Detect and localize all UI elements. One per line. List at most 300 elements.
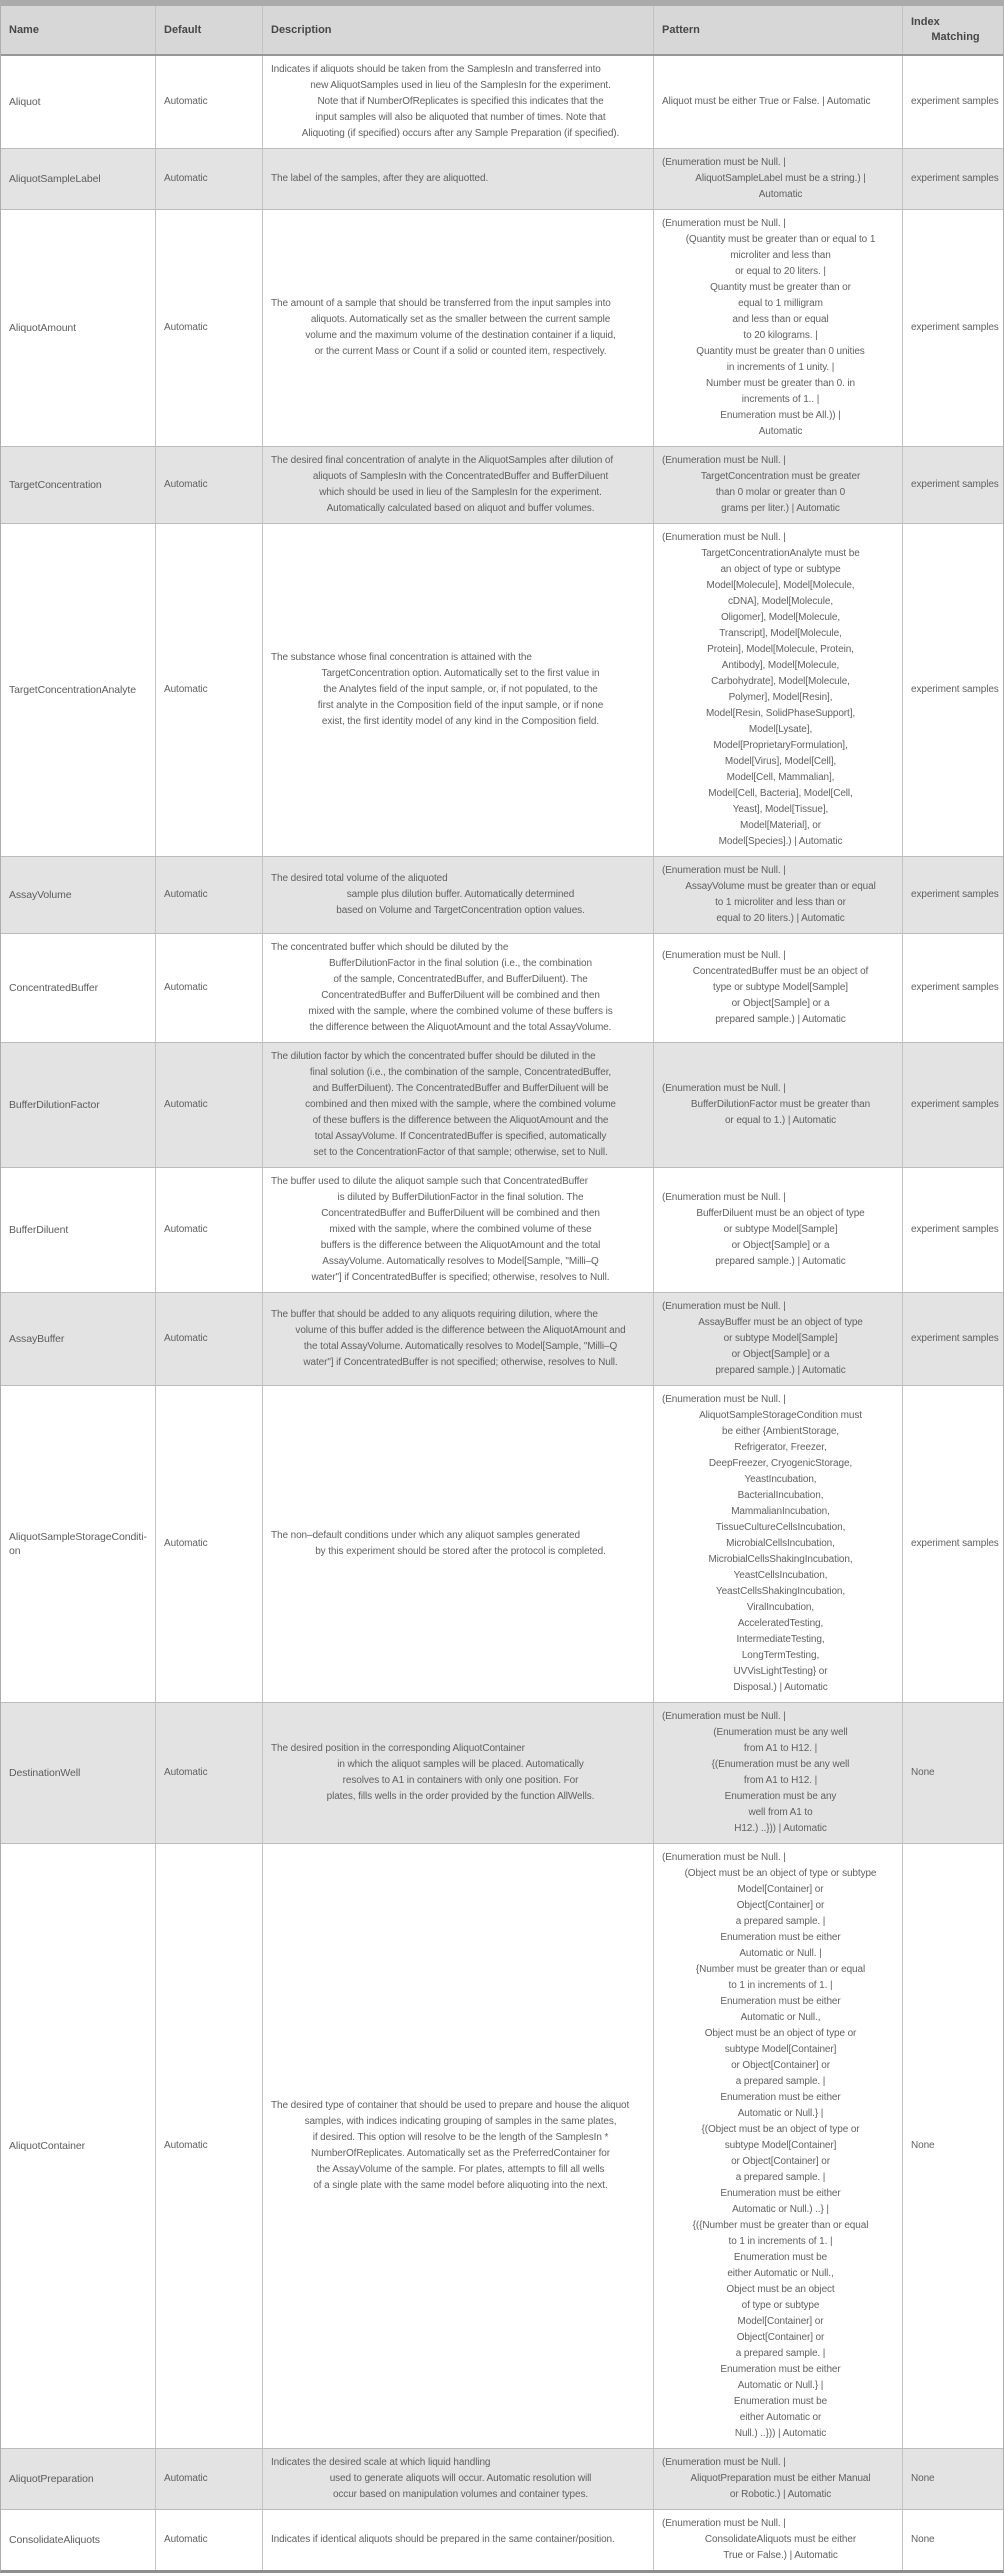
description-line: final solution (i.e., the combination of the sample, ConcentratedBuffer,: [309, 1067, 612, 1078]
cell-option-name: [1, 1844, 155, 2448]
option-name: TargetConcentration: [9, 479, 102, 491]
cell-pattern: [653, 1844, 902, 2448]
option-name: TargetConcentrationAnalyte: [9, 684, 136, 696]
option-name: DestinationWell: [9, 1767, 81, 1779]
pattern-line: Number must be greater than 0. in: [705, 378, 855, 389]
pattern-line: AliquotSampleStorageCondition must: [699, 1410, 862, 1421]
cell-index-matching: [902, 857, 1003, 933]
pattern-line: either Automatic or: [739, 2412, 822, 2423]
pattern-line: Object[Container] or: [736, 1900, 825, 1911]
pattern-line: a prepared sample. |: [735, 2348, 826, 2359]
index-matching-value: experiment samples: [911, 1538, 999, 1549]
pattern-line: (Enumeration must be Null. |: [662, 2518, 786, 2529]
pattern-line: UVVisLightTesting} or: [733, 1666, 828, 1677]
description-line: Aliquoting (if specified) occurs after any Sample Preparation (if specified).: [301, 128, 620, 139]
pattern-line: from A1 to H12. |: [743, 1743, 818, 1754]
pattern-line: AliquotPreparation must be either Manual: [690, 2473, 871, 2484]
pattern-line: (Enumeration must be Null. |: [662, 455, 786, 466]
pattern-line: (Enumeration must be Null. |: [662, 1192, 786, 1203]
cell-default-value: [155, 934, 262, 1042]
column-header-index: [902, 6, 1003, 54]
description-line: volume of this buffer added is the difference between the AliquotAmount and: [295, 1325, 626, 1336]
cell-index-matching: [902, 1386, 1003, 1702]
description-line: resolves to A1 in containers with only one position. For: [342, 1775, 579, 1786]
pattern-line: to 20 kilograms. |: [743, 330, 818, 341]
pattern-line: (Enumeration must be any well: [713, 1727, 848, 1738]
index-matching-value: experiment samples: [911, 322, 999, 333]
description-line: based on Volume and TargetConcentration option values.: [336, 905, 585, 916]
pattern-line: AssayVolume must be greater than or equal: [685, 881, 876, 892]
default-value: Automatic: [164, 1224, 208, 1235]
description-line: of the sample, ConcentratedBuffer, and BufferDiluent). The: [333, 974, 588, 985]
default-value: Automatic: [164, 982, 208, 993]
pattern-line: Model[Species].) | Automatic: [718, 836, 843, 847]
pattern-line: Enumeration must be either: [720, 2188, 841, 2199]
description-line: the Analytes field of the input sample, or, if not populated, to the: [323, 684, 598, 695]
pattern-line: {Number must be greater than or equal: [695, 1964, 866, 1975]
description-line: AssayVolume. Automatically resolves to Model[Sample, "Milli–Q: [322, 1256, 599, 1267]
pattern-line: AssayBuffer must be an object of type: [698, 1317, 863, 1328]
cell-index-matching: [902, 1703, 1003, 1843]
pattern-line: (Enumeration must be Null. |: [662, 2457, 786, 2468]
pattern-line: Yeast], Model[Tissue],: [732, 804, 829, 815]
pattern-line: Quantity must be greater than or: [710, 282, 851, 293]
cell-description: [262, 1293, 653, 1385]
pattern-line: BufferDilutionFactor must be greater than: [690, 1099, 871, 1110]
cell-index-matching: [902, 1844, 1003, 2448]
description-line: Note that if NumberOfReplicates is specified this indicates that the: [317, 96, 604, 107]
index-matching-value: experiment samples: [911, 1099, 999, 1110]
pattern-line: or subtype Model[Sample]: [723, 1333, 838, 1344]
pattern-line: ViralIncubation,: [746, 1602, 815, 1613]
column-header-pattern: [653, 6, 902, 54]
cell-description: [262, 447, 653, 523]
pattern-line: type or subtype Model[Sample]: [713, 982, 848, 993]
cell-option-name: [1, 1043, 155, 1167]
pattern-line: Enumeration must be All.)) |: [720, 410, 841, 421]
table-row-targetconcentration: [1, 446, 1003, 523]
pattern-line: or equal to 20 liters. |: [735, 266, 826, 277]
pattern-line: Model[Resin, SolidPhaseSupport],: [705, 708, 856, 719]
cell-default-value: [155, 56, 262, 148]
pattern-line: Model[Cell, Bacteria], Model[Cell,: [708, 788, 853, 799]
pattern-line: H12.) ..})) | Automatic: [734, 1823, 827, 1834]
pattern-line: from A1 to H12. |: [743, 1775, 818, 1786]
pattern-line: Antibody], Model[Molecule,: [721, 660, 840, 671]
description-line: The amount of a sample that should be transferred from the input samples into: [271, 298, 611, 309]
description-line: samples, with indices indicating grouping of samples in the same plates,: [304, 2116, 617, 2127]
default-value: Automatic: [164, 2140, 208, 2151]
cell-default-value: [155, 2510, 262, 2570]
cell-pattern: [653, 210, 902, 446]
column-header-label: Description: [271, 23, 332, 36]
pattern-line: Polymer], Model[Resin],: [728, 692, 833, 703]
table-row-bufferdilutionfactor: [1, 1042, 1003, 1167]
column-header-label: Pattern: [662, 23, 700, 36]
pattern-line: {(Object must be an object of type or: [701, 2124, 860, 2135]
description-line: occur based on manipulation volumes and container types.: [332, 2489, 589, 2500]
description-line: The dilution factor by which the concentrated buffer should be diluted in the: [271, 1051, 596, 1062]
pattern-line: be either {AmbientStorage,: [722, 1426, 839, 1437]
cell-option-name: [1, 1386, 155, 1702]
option-name: ConsolidateAliquots: [9, 2534, 100, 2546]
pattern-line: Object must be an object: [726, 2284, 835, 2295]
cell-pattern: [653, 56, 902, 148]
pattern-line: or equal to 1.) | Automatic: [724, 1115, 837, 1126]
option-name: AliquotSampleStorageConditi-: [9, 1531, 147, 1543]
pattern-line: {({Number must be greater than or equal: [692, 2220, 869, 2231]
description-line: buffers is the difference between the AliquotAmount and the total: [320, 1240, 601, 1251]
description-line: combined and then mixed with the sample, where the combined volume: [305, 1099, 616, 1110]
description-line: plates, fills wells in the order provided by the function AllWells.: [326, 1791, 595, 1802]
pattern-line: Model[Molecule], Model[Molecule,: [706, 580, 855, 591]
cell-option-name: [1, 934, 155, 1042]
cell-description: [262, 56, 653, 148]
description-line: total AssayVolume. If ConcentratedBuffer is specified, automatically: [314, 1131, 607, 1142]
pattern-line: prepared sample.) | Automatic: [715, 1365, 846, 1376]
cell-description: [262, 857, 653, 933]
pattern-line: either Automatic or Null.,: [727, 2268, 834, 2279]
index-matching-value: experiment samples: [911, 479, 999, 490]
default-value: Automatic: [164, 322, 208, 333]
description-line: and BufferDiluent). The ConcentratedBuffer and BufferDiluent will be: [312, 1083, 609, 1094]
cell-pattern: [653, 1386, 902, 1702]
pattern-line: Oligomer], Model[Molecule,: [720, 612, 841, 623]
pattern-line: (Enumeration must be Null. |: [662, 218, 786, 229]
description-line: by this experiment should be stored after the protocol is completed.: [315, 1546, 606, 1557]
description-line: set to the ConcentrationFactor of that sample; otherwise, set to Null.: [313, 1147, 608, 1158]
pattern-line: (Enumeration must be Null. |: [662, 1852, 786, 1863]
pattern-line: TargetConcentrationAnalyte must be: [701, 548, 860, 559]
option-name: AssayVolume: [9, 889, 72, 901]
cell-default-value: [155, 1168, 262, 1292]
cell-option-name: [1, 2449, 155, 2509]
cell-description: [262, 1703, 653, 1843]
pattern-line: (Quantity must be greater than or equal to 1: [685, 234, 876, 245]
option-name: ConcentratedBuffer: [9, 982, 99, 994]
pattern-line: YeastCellsShakingIncubation,: [715, 1586, 846, 1597]
description-line: mixed with the sample, where the combined volume of these buffers is: [308, 1006, 613, 1017]
pattern-line: (Object must be an object of type or subtype: [684, 1868, 877, 1879]
cell-pattern: [653, 1293, 902, 1385]
description-line: new AliquotSamples used in lieu of the SamplesIn for the experiment.: [310, 80, 611, 91]
pattern-line: MammalianIncubation,: [731, 1506, 830, 1517]
cell-index-matching: [902, 210, 1003, 446]
pattern-line: Model[Material], or: [740, 820, 821, 831]
pattern-line: BacterialIncubation,: [737, 1490, 824, 1501]
pattern-line: Model[Container] or: [737, 1884, 824, 1895]
pattern-line: TissueCultureCellsIncubation,: [715, 1522, 846, 1533]
pattern-line: or Object[Container] or: [731, 2156, 830, 2167]
pattern-line: subtype Model[Container]: [724, 2044, 837, 2055]
pattern-line: Model[Cell, Mammalian],: [726, 772, 835, 783]
pattern-line: Object must be an object of type or: [704, 2028, 857, 2039]
pattern-line: Enumeration must be either: [720, 1996, 841, 2007]
cell-description: [262, 1043, 653, 1167]
table-row-consolidatealiquots: [1, 2509, 1003, 2570]
cell-pattern: [653, 1043, 902, 1167]
index-matching-value: experiment samples: [911, 1224, 999, 1235]
cell-default-value: [155, 1043, 262, 1167]
pattern-line: in increments of 1 unity. |: [726, 362, 835, 373]
cell-description: [262, 149, 653, 209]
cell-option-name: [1, 1168, 155, 1292]
pattern-line: ConcentratedBuffer must be an object of: [692, 966, 869, 977]
pattern-line: Transcript], Model[Molecule,: [719, 628, 842, 639]
table-header-row: [1, 6, 1003, 56]
cell-default-value: [155, 1293, 262, 1385]
cell-index-matching: [902, 934, 1003, 1042]
cell-pattern: [653, 1168, 902, 1292]
pattern-line: an object of type or subtype: [720, 564, 841, 575]
pattern-line: Carbohydrate], Model[Molecule,: [711, 676, 850, 687]
index-matching-value: None: [911, 2140, 935, 2151]
description-line: aliquots of SamplesIn with the ConcentratedBuffer and BufferDiluent: [312, 471, 609, 482]
pattern-line: to 1 microliter and less than or: [715, 897, 846, 908]
pattern-line: Model[ProprietaryFormulation],: [713, 740, 848, 751]
pattern-line: (Enumeration must be Null. |: [662, 1083, 786, 1094]
cell-index-matching: [902, 1293, 1003, 1385]
cell-index-matching: [902, 2510, 1003, 2570]
description-line: Automatically calculated based on aliquot and buffer volumes.: [326, 503, 595, 514]
pattern-line: of type or subtype: [741, 2300, 820, 2311]
option-name: on: [9, 1545, 21, 1557]
pattern-line: BufferDiluent must be an object of type: [696, 1208, 865, 1219]
description-line: The desired type of container that should be used to prepare and house the aliquot: [271, 2100, 630, 2111]
cell-option-name: [1, 1703, 155, 1843]
index-matching-value: experiment samples: [911, 982, 999, 993]
cell-pattern: [653, 447, 902, 523]
pattern-line: DeepFreezer, CryogenicStorage,: [708, 1458, 853, 1469]
cell-description: [262, 210, 653, 446]
pattern-line: Automatic or Null.,: [740, 2012, 821, 2023]
pattern-line: IntermediateTesting,: [736, 1634, 825, 1645]
cell-option-name: [1, 210, 155, 446]
table-row-assaybuffer: [1, 1292, 1003, 1385]
cell-default-value: [155, 1703, 262, 1843]
pattern-line: AliquotSampleLabel must be a string.) |: [695, 173, 866, 184]
table-row-concentratedbuffer: [1, 933, 1003, 1042]
description-line: if desired. This option will resolve to be the length of the SamplesIn *: [312, 2132, 609, 2143]
pattern-line: (Enumeration must be Null. |: [662, 1711, 786, 1722]
cell-pattern: [653, 2449, 902, 2509]
index-matching-value: experiment samples: [911, 684, 999, 695]
cell-pattern: [653, 1703, 902, 1843]
description-line: The non–default conditions under which any aliquot samples generated: [271, 1530, 580, 1541]
index-matching-value: None: [911, 1767, 935, 1778]
cell-option-name: [1, 857, 155, 933]
pattern-line: (Enumeration must be Null. |: [662, 865, 786, 876]
description-line: The concentrated buffer which should be diluted by the: [271, 942, 509, 953]
pattern-line: or Robotic.) | Automatic: [729, 2489, 832, 2500]
description-line: in which the aliquot samples will be placed. Automatically: [337, 1759, 584, 1770]
pattern-line: Automatic: [758, 189, 803, 200]
description-line: aliquots. Automatically set as the smaller between the current sample: [310, 314, 611, 325]
description-line: the total AssayVolume. Automatically resolves to Model[Sample, "Milli–Q: [303, 1341, 618, 1352]
table-row-bufferdiluent: [1, 1167, 1003, 1292]
default-value: Automatic: [164, 173, 208, 184]
description-line: The buffer that should be added to any aliquots requiring dilution, where the: [271, 1309, 598, 1320]
default-value: Automatic: [164, 479, 208, 490]
index-matching-value: experiment samples: [911, 96, 999, 107]
option-name: AliquotAmount: [9, 322, 76, 334]
cell-default-value: [155, 447, 262, 523]
pattern-line: a prepared sample. |: [735, 2076, 826, 2087]
cell-description: [262, 1168, 653, 1292]
cell-default-value: [155, 2449, 262, 2509]
pattern-line: or subtype Model[Sample]: [723, 1224, 838, 1235]
table-row-assayvolume: [1, 856, 1003, 933]
description-line: BufferDilutionFactor in the final solution (i.e., the combination: [329, 958, 592, 969]
cell-index-matching: [902, 56, 1003, 148]
table-row-aliquotamount: [1, 209, 1003, 446]
column-header-name: [1, 6, 155, 54]
index-matching-value: None: [911, 2534, 935, 2545]
pattern-line: well from A1 to: [748, 1807, 813, 1818]
option-name: AssayBuffer: [9, 1333, 65, 1345]
description-line: which should be used in lieu of the SamplesIn for the experiment.: [319, 487, 602, 498]
index-matching-value: experiment samples: [911, 1333, 999, 1344]
cell-description: [262, 2449, 653, 2509]
pattern-line: a prepared sample. |: [735, 1916, 826, 1927]
pattern-line: grams per liter.) | Automatic: [721, 503, 840, 514]
pattern-line: Enumeration must be either: [720, 1932, 841, 1943]
description-line: first analyte in the Composition field of the input sample, or if none: [317, 700, 604, 711]
description-line: The label of the samples, after they are aliquotted.: [271, 173, 489, 184]
pattern-line: or Object[Sample] or a: [731, 1240, 830, 1251]
pattern-line: increments of 1.. |: [741, 394, 820, 405]
cell-default-value: [155, 857, 262, 933]
pattern-line: prepared sample.) | Automatic: [715, 1256, 846, 1267]
description-line: ConcentratedBuffer and BufferDiluent will be combined and then: [321, 990, 600, 1001]
description-line: sample plus dilution buffer. Automatically determined: [346, 889, 575, 900]
cell-option-name: [1, 56, 155, 148]
pattern-line: (Enumeration must be Null. |: [662, 157, 786, 168]
pattern-line: YeastCellsIncubation,: [733, 1570, 828, 1581]
table-row-aliquotcontainer: [1, 1843, 1003, 2448]
pattern-line: (Enumeration must be Null. |: [662, 950, 786, 961]
description-line: is diluted by BufferDilutionFactor in the final solution. The: [337, 1192, 584, 1203]
default-value: Automatic: [164, 2473, 208, 2484]
cell-option-name: [1, 2510, 155, 2570]
table-row-aliquotsamplelabel: [1, 148, 1003, 209]
table-row-destinationwell: [1, 1702, 1003, 1843]
pattern-line: Enumeration must be either: [720, 2364, 841, 2375]
pattern-line: Automatic or Null.} |: [737, 2108, 824, 2119]
pattern-line: to 1 in increments of 1. |: [728, 1980, 833, 1991]
pattern-line: LongTermTesting,: [741, 1650, 820, 1661]
option-name: AliquotContainer: [9, 2140, 86, 2152]
pattern-line: Automatic: [758, 426, 803, 437]
pattern-line: Object[Container] or: [736, 2332, 825, 2343]
column-header-default: [155, 6, 262, 54]
pattern-line: TargetConcentration must be greater: [700, 471, 861, 482]
table-row-aliquotsamplestorageconditi-on: [1, 1385, 1003, 1702]
option-name: BufferDilutionFactor: [9, 1099, 100, 1111]
pattern-line: Aliquot must be either True or False. | Automatic: [662, 96, 871, 107]
description-line: used to generate aliquots will occur. Automatic resolution will: [329, 2473, 592, 2484]
pattern-line: AcceleratedTesting,: [737, 1618, 824, 1629]
pattern-line: Quantity must be greater than 0 unities: [696, 346, 865, 357]
description-line: water"] if ConcentratedBuffer is not specified; otherwise, resolves to Null.: [303, 1357, 618, 1368]
cell-index-matching: [902, 1043, 1003, 1167]
pattern-line: Refrigerator, Freezer,: [734, 1442, 827, 1453]
pattern-line: or Object[Container] or: [731, 2060, 830, 2071]
cell-description: [262, 934, 653, 1042]
index-matching-value: experiment samples: [911, 173, 999, 184]
cell-option-name: [1, 1293, 155, 1385]
default-value: Automatic: [164, 1099, 208, 1110]
cell-pattern: [653, 149, 902, 209]
cell-pattern: [653, 934, 902, 1042]
pattern-line: True or False.) | Automatic: [723, 2550, 838, 2561]
description-line: Indicates if aliquots should be taken from the SamplesIn and transferred into: [271, 64, 601, 75]
pattern-line: Model[Container] or: [737, 2316, 824, 2327]
table-row-aliquot: [1, 56, 1003, 148]
cell-index-matching: [902, 447, 1003, 523]
description-line: The buffer used to dilute the aliquot sample such that ConcentratedBuffer: [271, 1176, 588, 1187]
column-header-description: [262, 6, 653, 54]
pattern-line: MicrobialCellsShakingIncubation,: [708, 1554, 853, 1565]
option-name: BufferDiluent: [9, 1224, 69, 1236]
pattern-line: Enumeration must be either: [720, 2092, 841, 2103]
description-line: Indicates the desired scale at which liquid handling: [271, 2457, 491, 2468]
default-value: Automatic: [164, 684, 208, 695]
description-line: NumberOfReplicates. Automatically set as the PreferredContainer for: [311, 2148, 610, 2159]
cell-index-matching: [902, 1168, 1003, 1292]
pattern-line: Null.) ..})) | Automatic: [734, 2428, 827, 2439]
pattern-line: Enumeration must be any: [724, 1791, 837, 1802]
pattern-line: (Enumeration must be Null. |: [662, 532, 786, 543]
cell-pattern: [653, 524, 902, 856]
cell-default-value: [155, 524, 262, 856]
cell-description: [262, 1844, 653, 2448]
description-line: water"] if ConcentratedBuffer is specified; otherwise, resolves to Null.: [311, 1272, 610, 1283]
description-line: the difference between the AliquotAmount and the total AssayVolume.: [309, 1022, 612, 1033]
option-name: AliquotSampleLabel: [9, 173, 101, 185]
cell-option-name: [1, 524, 155, 856]
pattern-line: cDNA], Model[Molecule,: [727, 596, 834, 607]
pattern-line: Enumeration must be: [733, 2396, 828, 2407]
index-matching-value: None: [911, 2473, 935, 2484]
column-header-label: Matching: [931, 31, 980, 43]
pattern-line: Disposal.) | Automatic: [733, 1682, 828, 1693]
default-value: Automatic: [164, 889, 208, 900]
pattern-line: equal to 20 liters.) | Automatic: [716, 913, 845, 924]
description-line: ConcentratedBuffer and BufferDiluent will be combined and then: [321, 1208, 600, 1219]
cell-index-matching: [902, 149, 1003, 209]
cell-description: [262, 1386, 653, 1702]
description-line: The desired final concentration of analyte in the AliquotSamples after dilution of: [271, 455, 614, 466]
pattern-line: {(Enumeration must be any well: [711, 1759, 850, 1770]
pattern-line: equal to 1 milligram: [738, 298, 823, 309]
pattern-line: microliter and less than: [730, 250, 831, 261]
pattern-line: Automatic or Null.) ..} |: [732, 2204, 829, 2215]
pattern-line: Model[Lysate],: [748, 724, 813, 735]
pattern-line: subtype Model[Container]: [724, 2140, 837, 2151]
pattern-line: Automatic or Null. |: [739, 1948, 822, 1959]
option-name: Aliquot: [9, 96, 41, 108]
cell-index-matching: [902, 2449, 1003, 2509]
column-header-label: Index: [911, 16, 940, 28]
cell-option-name: [1, 447, 155, 523]
default-value: Automatic: [164, 1538, 208, 1549]
cell-pattern: [653, 2510, 902, 2570]
cell-description: [262, 2510, 653, 2570]
option-name: AliquotPreparation: [9, 2473, 94, 2485]
pattern-line: or Object[Sample] or a: [731, 998, 830, 1009]
cell-default-value: [155, 1844, 262, 2448]
